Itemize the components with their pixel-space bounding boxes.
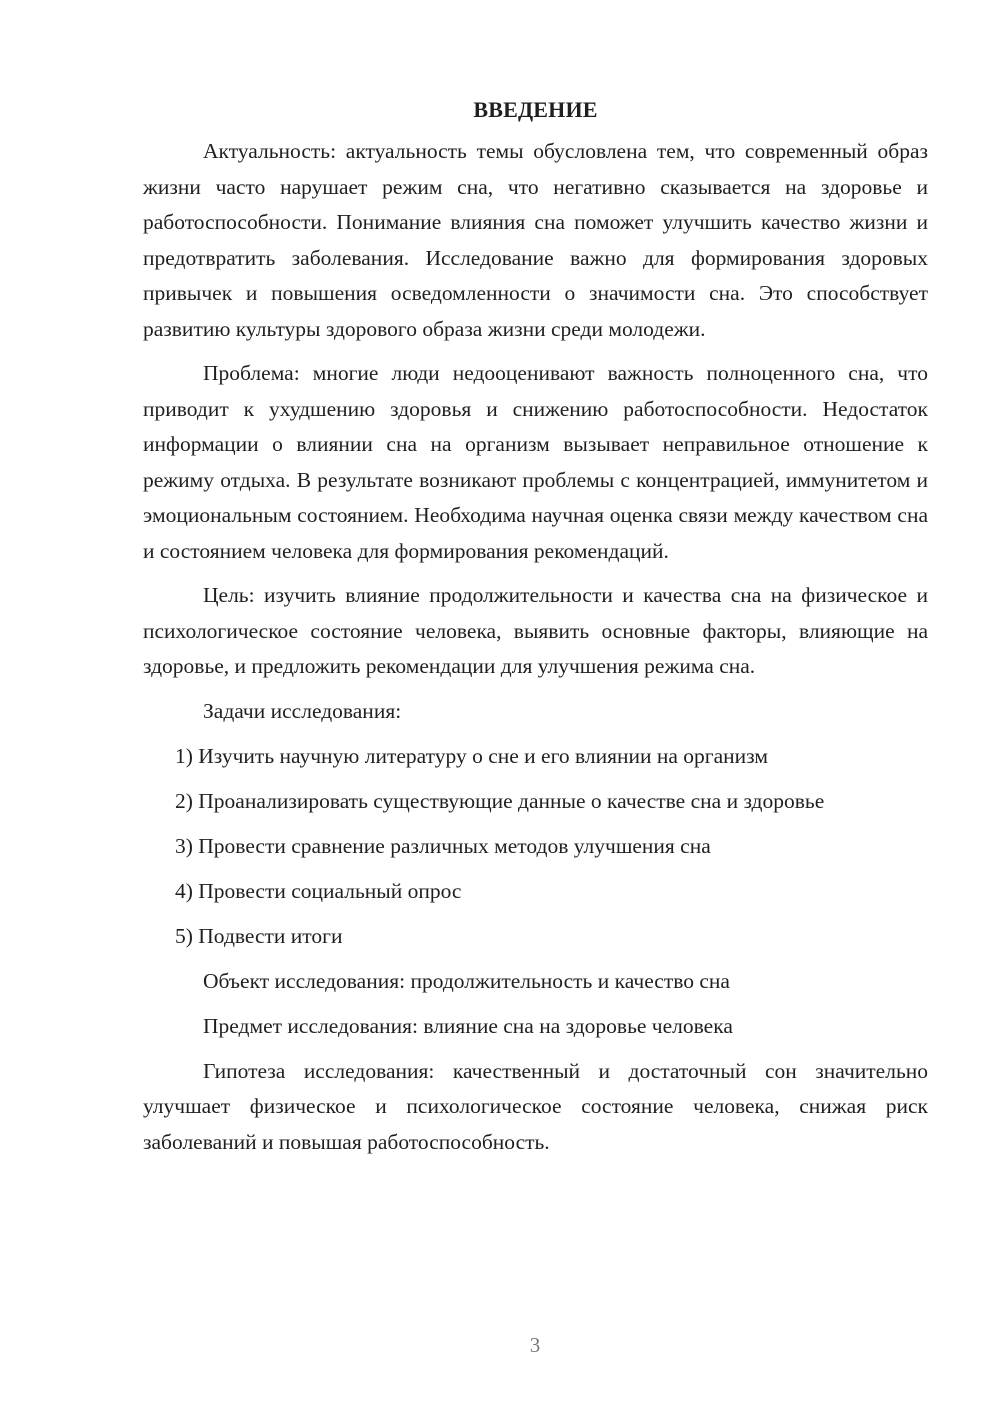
page-title: ВВЕДЕНИЕ (473, 97, 598, 122)
research-object: Объект исследования: продолжительность и качество сна (203, 968, 730, 993)
research-subject: Предмет исследования: влияние сна на здоровье человека (203, 1013, 733, 1038)
hypothesis-paragraph: Гипотеза исследования: качественный и достаточный сон значительно улучшает физическое и психологическое состояние человека, снижая риск заболеваний и повышая работоспособность. (143, 1058, 928, 1154)
task-item: 4) Провести социальный опрос (175, 878, 462, 903)
task-item: 1) Изучить научную литературу о сне и его влиянии на организм (175, 743, 768, 768)
actuality-paragraph: Актуальность: актуальность темы обусловлена тем, что современный образ жизни часто нарушает режим сна, что негативно сказывается на здоровье и работоспособности. Понимание влияния сна поможет улучшить качество жизни и предотвратить заболевания. Исследование важно для формирования здоровых привычек и повышения осведомленности о значимости сна. Это способствует развитию культуры здорового образа жизни среди молодежи. (143, 139, 928, 341)
page-number: 3 (529, 1333, 541, 1357)
tasks-heading: Задачи исследования: (203, 698, 402, 723)
document-page (143, 92, 928, 1169)
problem-paragraph: Проблема: многие люди недооценивают важность полноценного сна, что приводит к ухудшению здоровья и снижению работоспособности. Недостаток информации о влиянии сна на организм вызывает неправильное отношение к режиму отдыха. В результате возникают проблемы с концентрацией, иммунитетом и эмоциональным состоянием. Необходима научная оценка связи между качеством сна и состоянием человека для формирования рекомендаций. (143, 361, 928, 563)
goal-paragraph: Цель: изучить влияние продолжительности и качества сна на физическое и психологическое состояние человека, выявить основные факторы, влияющие на здоровье, и предложить рекомендации для улучшения режима сна. (143, 583, 928, 678)
task-item: 3) Провести сравнение различных методов улучшения сна (175, 833, 711, 858)
task-item: 5) Подвести итоги (175, 923, 343, 948)
task-item: 2) Проанализировать существующие данные о качестве сна и здоровье (175, 788, 825, 813)
